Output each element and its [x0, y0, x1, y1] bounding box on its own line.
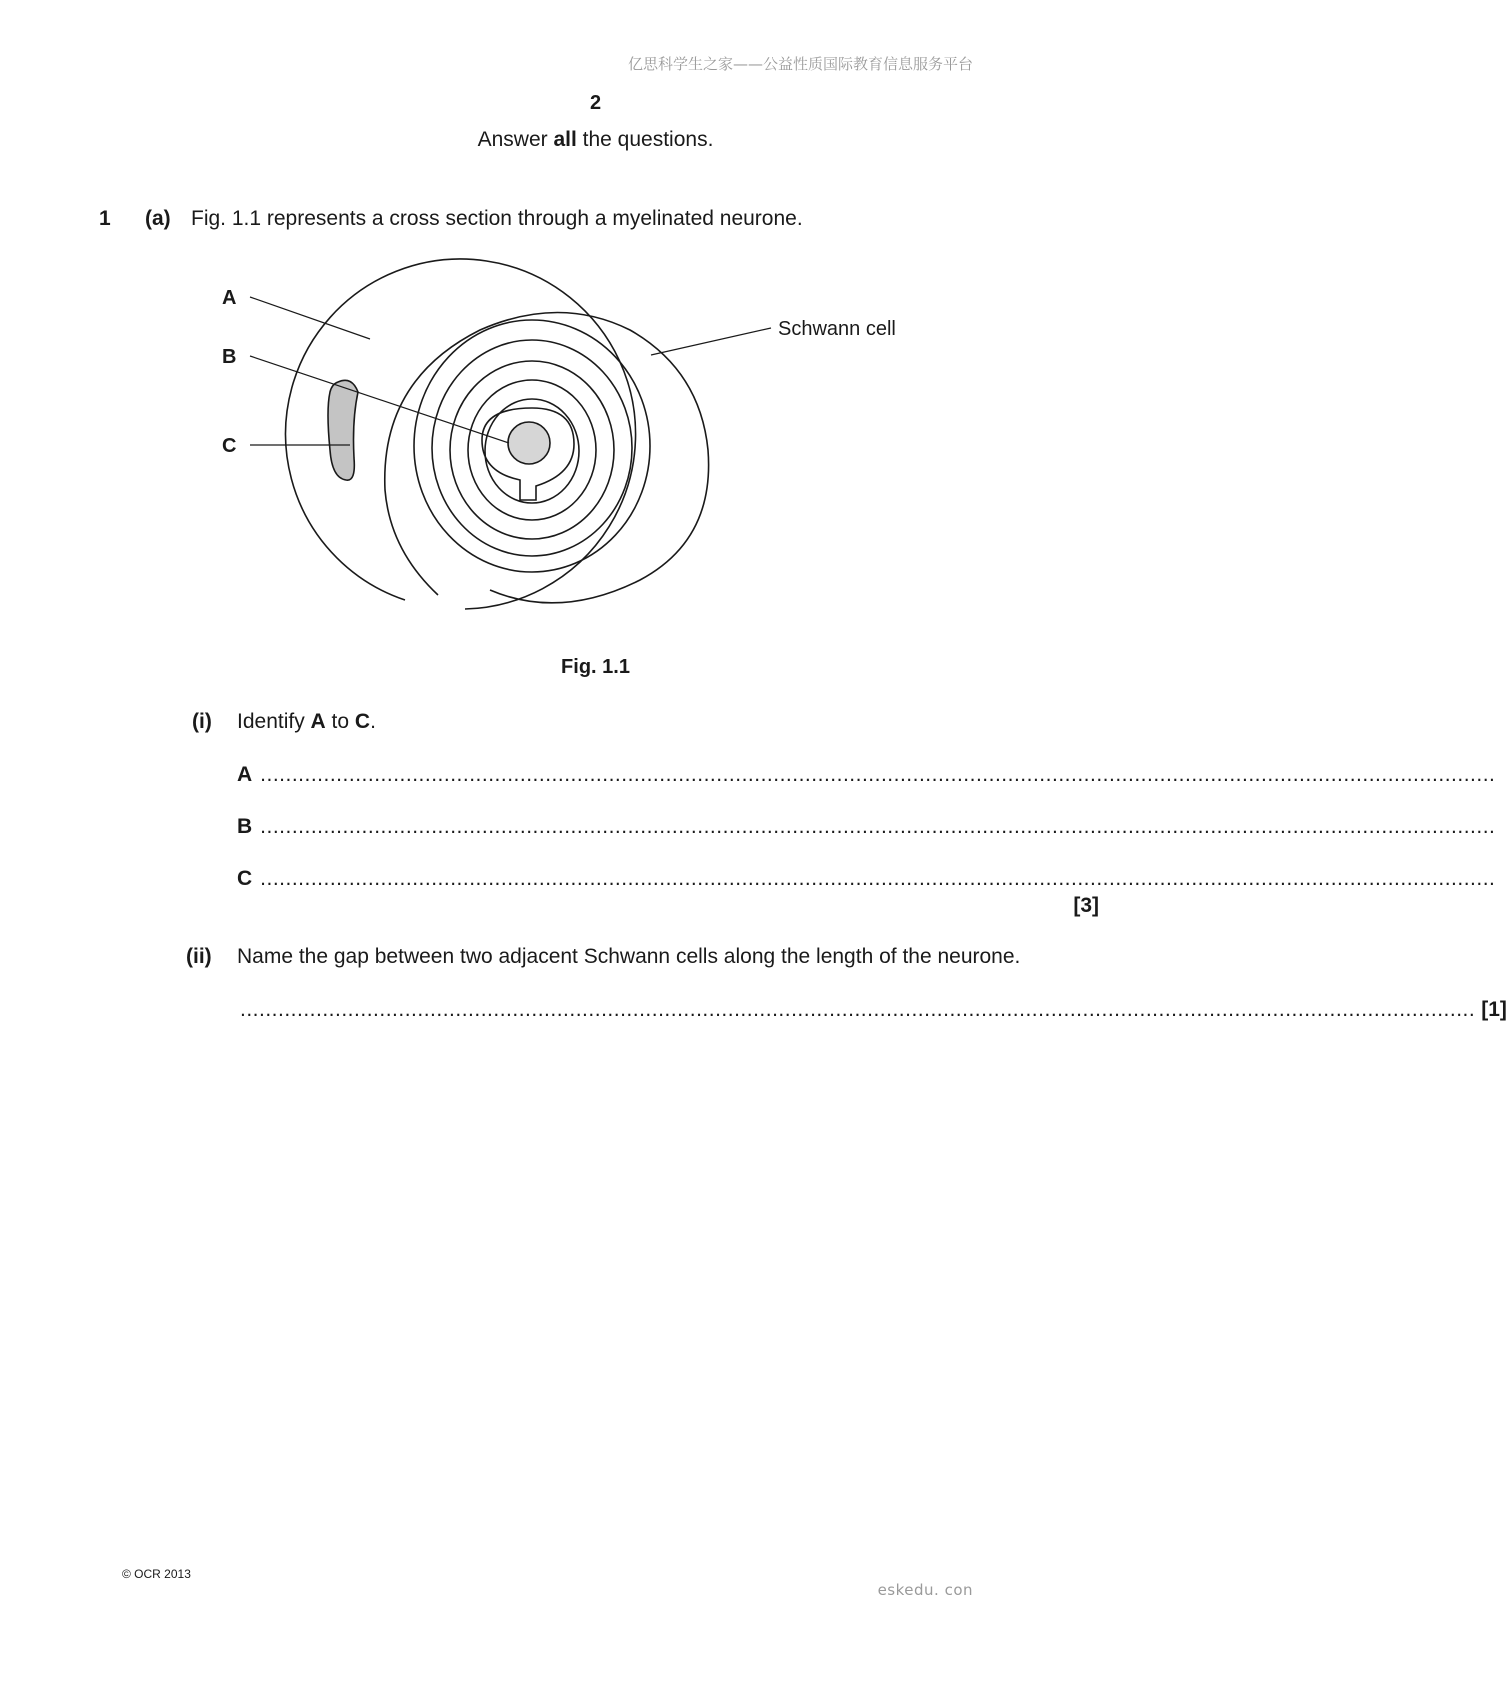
copyright: © OCR 2013	[122, 1567, 191, 1581]
answer-letter-a: A	[237, 763, 253, 786]
answer-dots-ii: ...................................................................................................................................................................................................	[240, 998, 1476, 1021]
page-number: 2	[589, 92, 602, 114]
subquestion-i-pre: Identify	[237, 710, 311, 733]
question-part: (a)	[145, 207, 171, 230]
schwann-cell-label-line	[651, 328, 771, 355]
answer-letter-c: C	[237, 867, 253, 890]
label-a: A	[222, 287, 237, 309]
schwann-cell-nucleus	[328, 380, 358, 480]
label-c: C	[222, 435, 237, 457]
label-b: B	[222, 346, 237, 368]
subquestion-ii-text: Name the gap between two adjacent Schwann cells along the length of the neurone.	[237, 945, 1021, 968]
instruction-bold: all	[553, 128, 577, 151]
answer-line-a[interactable]	[237, 763, 1496, 787]
subquestion-i-bold-a: A	[310, 710, 326, 733]
marks-i: [3]	[1073, 894, 1099, 917]
instruction-post: the questions.	[576, 128, 714, 151]
instruction-pre: Answer	[477, 128, 554, 151]
answer-letter-b: B	[237, 815, 253, 838]
question-stem: Fig. 1.1 represents a cross section through a myelinated neurone.	[191, 207, 803, 230]
answer-dots-c: ...................................................................................................................................................................................................	[260, 867, 1496, 890]
subquestion-i-number: (i)	[192, 710, 212, 733]
answer-line-ii[interactable]	[240, 998, 1507, 1022]
watermark-bottom: eskedu. con	[877, 1581, 973, 1599]
question-number: 1	[99, 207, 111, 230]
label-a-line	[250, 297, 370, 339]
axon	[508, 422, 550, 464]
subquestion-i-text	[237, 710, 376, 734]
neurone-cross-section-diagram	[220, 250, 980, 640]
answer-line-b[interactable]	[237, 815, 1496, 839]
answer-dots-a: ...................................................................................................................................................................................................	[260, 763, 1496, 786]
subquestion-i-mid: to	[325, 710, 355, 733]
answer-line-c[interactable]	[237, 867, 1496, 891]
subquestion-i-post: .	[370, 710, 376, 733]
subquestion-ii-number: (ii)	[186, 945, 212, 968]
instruction	[0, 128, 1191, 152]
myelin-outer-layer	[385, 313, 709, 603]
watermark-top: 亿思科学生之家——公益性质国际教育信息服务平台	[627, 55, 973, 73]
subquestion-i-bold-c: C	[354, 710, 371, 733]
figure-caption: Fig. 1.1	[561, 656, 630, 678]
marks-ii: [1]	[1481, 998, 1507, 1021]
schwann-cell-label: Schwann cell	[778, 318, 896, 340]
answer-dots-b: ...................................................................................................................................................................................................	[260, 815, 1496, 838]
